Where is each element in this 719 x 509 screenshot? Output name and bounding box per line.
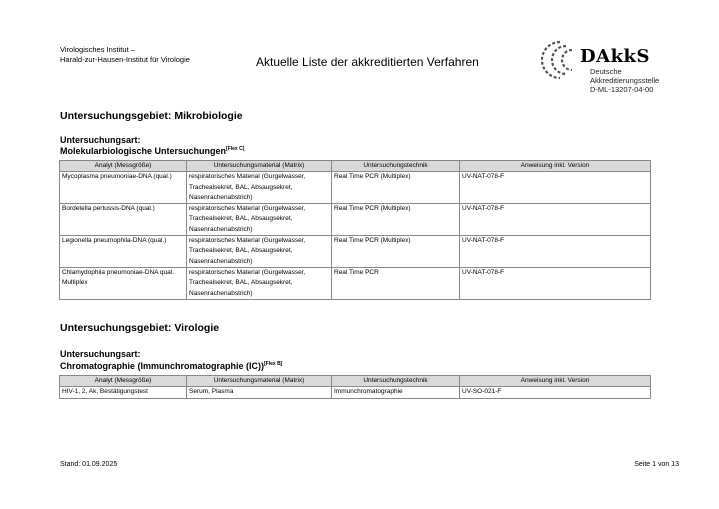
section-heading-virologie: Untersuchungsgebiet: Virologie xyxy=(60,322,220,334)
column-header-material: Untersuchungsmaterial (Matrix) xyxy=(187,161,332,172)
cell-analyt: Bordetella pertussis-DNA (qual.) xyxy=(60,204,187,236)
column-header-analyt: Analyt (Messgröße) xyxy=(60,161,187,172)
footer-page-number: Seite 1 von 13 xyxy=(634,461,679,468)
cell-technik: Real Time PCR xyxy=(332,267,460,299)
cell-technik: Real Time PCR (Multiplex) xyxy=(332,172,460,204)
procedures-table-mikrobiologie xyxy=(59,160,651,300)
table-row xyxy=(60,236,651,268)
logo-subtitle xyxy=(590,67,659,94)
section1-type-label: Untersuchungsart: xyxy=(60,135,141,145)
section1-flex-note: [Flex C] xyxy=(226,146,245,152)
institute-line-2: Harald-zur-Hausen-Institut für Virologie xyxy=(60,55,190,64)
cell-technik: Immunchromatographie xyxy=(332,387,460,398)
dakks-logo xyxy=(538,36,678,96)
section1-type-name xyxy=(60,146,244,156)
section1-type-text: Molekularbiologische Untersuchungen xyxy=(60,146,227,156)
cell-anweisung: UV-NAT-078-F xyxy=(460,172,651,204)
footer-stand: Stand: 01.09.2025 xyxy=(60,461,118,468)
section2-type-name xyxy=(60,361,282,371)
section-heading-mikrobiologie: Untersuchungsgebiet: Mikrobiologie xyxy=(60,110,243,122)
column-header-material: Untersuchungsmaterial (Matrix) xyxy=(187,376,332,387)
cell-material: respiratorisches Material (Gurgelwasser, Trachealsekret, BAL, Absaugsekret, Nasenrachenabstrich) xyxy=(187,204,332,236)
accreditation-number: D-ML-13207-04-00 xyxy=(590,85,654,94)
section2-flex-note: [Flex B] xyxy=(264,361,283,367)
cell-material: respiratorisches Material (Gurgelwasser, Trachealsekret, BAL, Absaugsekret, Nasenrachenabstrich) xyxy=(187,172,332,204)
cell-technik: Real Time PCR (Multiplex) xyxy=(332,236,460,268)
column-header-analyt: Analyt (Messgröße) xyxy=(60,376,187,387)
cell-anweisung: UV-NAT-078-F xyxy=(460,267,651,299)
logo-line-1: Deutsche xyxy=(590,67,622,76)
cell-analyt: Legionella pneumophila-DNA (qual.) xyxy=(60,236,187,268)
column-header-technik: Untersuchungstechnik xyxy=(332,376,460,387)
logo-brand: DAkkS xyxy=(580,46,651,67)
column-header-anweisung: Anweisung inkl. Version xyxy=(460,161,651,172)
table-row xyxy=(60,204,651,236)
table-header-row xyxy=(60,161,651,172)
section2-type-label: Untersuchungsart: xyxy=(60,349,141,359)
cell-anweisung: UV-NAT-078-F xyxy=(460,204,651,236)
logo-line-2: Akkreditierungsstelle xyxy=(590,76,660,85)
table-row xyxy=(60,387,651,398)
document-title: Aktuelle Liste der akkreditierten Verfahren xyxy=(256,55,479,69)
table-header-row xyxy=(60,376,651,387)
cell-technik: Real Time PCR (Multiplex) xyxy=(332,204,460,236)
cell-analyt: Mycoplasma pneumoniae-DNA (qual.) xyxy=(60,172,187,204)
column-header-anweisung: Anweisung inkl. Version xyxy=(460,376,651,387)
column-header-technik: Untersuchungstechnik xyxy=(332,161,460,172)
procedures-table-virologie xyxy=(59,375,651,399)
institute-line-1: Virologisches Institut – xyxy=(60,45,135,54)
cell-anweisung: UV-NAT-078-F xyxy=(460,236,651,268)
institute-name xyxy=(60,45,190,65)
cell-material: respiratorisches Material (Gurgelwasser, Trachealsekret, BAL, Absaugsekret, Nasenrachenabstrich) xyxy=(187,236,332,268)
cell-material: Serum, Plasma xyxy=(187,387,332,398)
cell-material: respiratorisches Material (Gurgelwasser, Trachealsekret, BAL, Absaugsekret, Nasenrachenabstrich) xyxy=(187,267,332,299)
section2-type-text: Chromatographie (Immunchromatographie (IC)) xyxy=(60,361,265,371)
cell-anweisung: UV-SO-021-F xyxy=(460,387,651,398)
cell-analyt: HIV-1, 2, Ak, Bestätigungstest xyxy=(60,387,187,398)
table-row xyxy=(60,267,651,299)
cell-analyt: Chlamydophila pneumoniae-DNA qual. Multiplex xyxy=(60,267,187,299)
table-row xyxy=(60,172,651,204)
dakks-emblem-icon xyxy=(538,38,582,82)
